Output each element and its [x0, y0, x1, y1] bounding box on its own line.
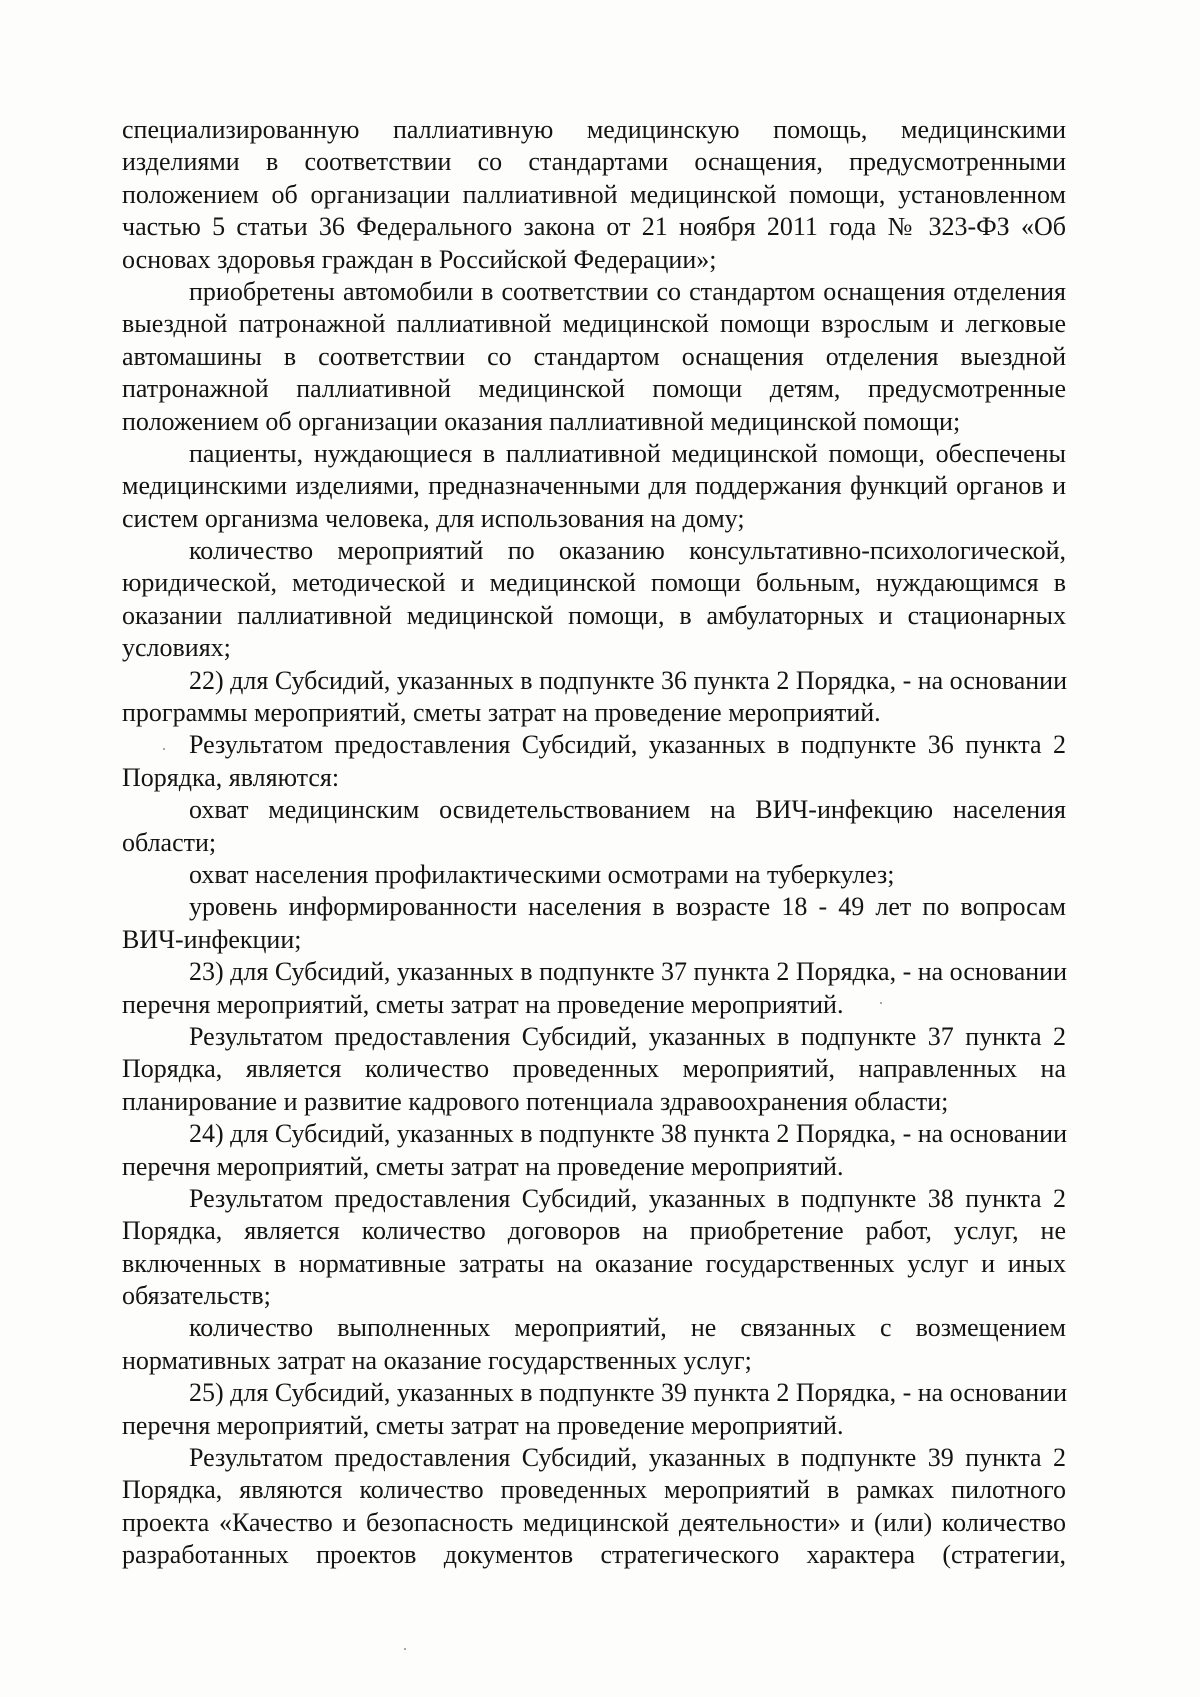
text-line: проекта «Качество и безопасность медицинской деятельности» и (или) количество: [122, 1507, 1066, 1537]
text-line: приобретены автомобили в соответствии со стандартом оснащения отделения: [189, 276, 1066, 306]
text-line: оказании паллиативной медицинской помощи, в амбулаторных и стационарных: [122, 600, 1066, 630]
text-line: пациенты, нуждающиеся в паллиативной медицинской помощи, обеспечены: [189, 438, 1066, 468]
text-line: уровень информированности населения в возрасте 18 - 49 лет по вопросам: [189, 892, 1066, 922]
text-line: количество мероприятий по оказанию консультативно-психологической,: [189, 536, 1066, 566]
text-line: программы мероприятий, сметы затрат на проведение мероприятий.: [122, 698, 881, 728]
text-line: Порядка, являются количество проведенных мероприятий в рамках пилотного: [122, 1475, 1066, 1505]
text-line: нормативных затрат на оказание государственных услуг;: [122, 1345, 752, 1375]
text-line: юридической, методической и медицинской помощи больным, нуждающимся в: [122, 568, 1066, 598]
text-line: Результатом предоставления Субсидий, указанных в подпункте 36 пункта 2: [189, 730, 1066, 760]
scan-speck: [404, 1648, 406, 1650]
text-line: основах здоровья граждан в Российской Федерации»;: [122, 244, 717, 274]
text-line: Порядка, являются:: [122, 762, 340, 792]
text-line: Результатом предоставления Субсидий, указанных в подпункте 39 пункта 2: [189, 1443, 1066, 1473]
text-line: положением об организации оказания паллиативной медицинской помощи;: [122, 406, 961, 436]
scan-speck: [163, 748, 165, 750]
text-line: положением об организации паллиативной медицинской помощи, установленном: [122, 179, 1066, 209]
text-line: Порядка, является количество договоров на приобретение работ, услуг, не: [122, 1216, 1066, 1246]
text-line: Результатом предоставления Субсидий, указанных в подпункте 38 пункта 2: [189, 1183, 1066, 1213]
text-line: охват населения профилактическими осмотрами на туберкулез;: [189, 859, 895, 889]
text-line: патронажной паллиативной медицинской помощи детям, предусмотренные: [122, 374, 1066, 404]
text-line: частью 5 статьи 36 Федерального закона от 21 ноября 2011 года № 323-ФЗ «Об: [122, 212, 1066, 242]
text-line: условиях;: [122, 633, 231, 663]
text-line: перечня мероприятий, сметы затрат на проведение мероприятий.: [122, 1151, 844, 1181]
text-line: специализированную паллиативную медицинскую помощь, медицинскими: [122, 115, 1066, 144]
text-line: 22) для Субсидий, указанных в подпункте 36 пункта 2 Порядка, - на основании: [189, 665, 1067, 695]
text-line: Результатом предоставления Субсидий, указанных в подпункте 37 пункта 2: [189, 1021, 1066, 1051]
text-line: 25) для Субсидий, указанных в подпункте 39 пункта 2 Порядка, - на основании: [189, 1378, 1067, 1408]
text-line: планирование и развитие кадрового потенциала здравоохранения области;: [122, 1086, 949, 1116]
text-line: систем организма человека, для использования на дому;: [122, 503, 745, 533]
text-line: медицинскими изделиями, предназначенными для поддержания функций органов и: [122, 471, 1066, 501]
text-line: включенных в нормативные затраты на оказание государственных услуг и иных: [122, 1248, 1066, 1278]
text-line: автомашины в соответствии со стандартом оснащения отделения выездной: [122, 341, 1066, 371]
text-line: количество выполненных мероприятий, не связанных с возмещением: [189, 1313, 1066, 1343]
text-line: 23) для Субсидий, указанных в подпункте 37 пункта 2 Порядка, - на основании: [189, 957, 1067, 987]
document-body: [122, 114, 1066, 1572]
text-line: разработанных проектов документов стратегического характера (стратегии,: [122, 1540, 1066, 1570]
text-line: Порядка, является количество проведенных мероприятий, направленных на: [122, 1054, 1066, 1084]
text-line: выездной патронажной паллиативной медицинской помощи взрослым и легковые: [122, 309, 1066, 339]
text-line: обязательств;: [122, 1281, 271, 1311]
text-line: 24) для Субсидий, указанных в подпункте 38 пункта 2 Порядка, - на основании: [189, 1119, 1067, 1149]
text-line: области;: [122, 827, 217, 857]
text-line: ВИЧ-инфекции;: [122, 924, 302, 954]
text-line: перечня мероприятий, сметы затрат на проведение мероприятий.: [122, 1410, 844, 1440]
text-line: изделиями в соответствии со стандартами оснащения, предусмотренными: [122, 147, 1066, 177]
scan-speck: [880, 1002, 882, 1004]
text-line: охват медицинским освидетельствованием на ВИЧ-инфекцию населения: [189, 795, 1066, 825]
text-line: перечня мероприятий, сметы затрат на проведение мероприятий.: [122, 989, 844, 1019]
